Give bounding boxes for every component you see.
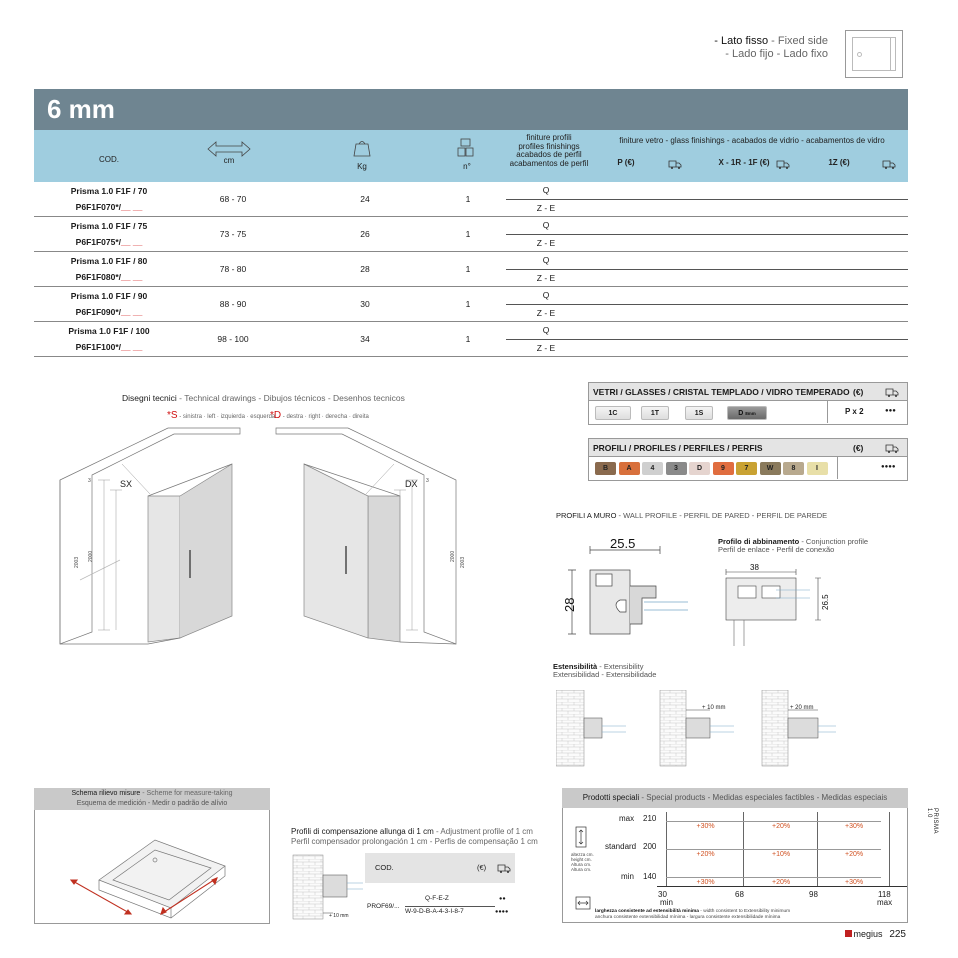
row-kg: 30 (360, 299, 370, 309)
sp-x98: 98 (809, 890, 818, 899)
row-n: 1 (465, 299, 471, 309)
sx-label: SX (120, 479, 133, 489)
sp-x68: 68 (735, 890, 744, 899)
measure-body (34, 810, 270, 924)
col-cod: COD. (99, 155, 119, 164)
row-n: 1 (465, 194, 471, 204)
legend-line1-a: - Lato fisso (714, 35, 769, 47)
px2: P x 2 (845, 407, 864, 416)
sp-min: min (621, 872, 634, 881)
row-suffix: __ __ (121, 342, 143, 352)
sp-x30: 30 (658, 890, 667, 899)
comp-code: PROF69/... (367, 903, 400, 910)
row-cm: 73 - 75 (219, 229, 247, 239)
row-fin2: Z - E (536, 308, 556, 318)
comp-cod: COD. (375, 863, 394, 872)
sp-xmin: min (660, 898, 673, 907)
width-label: larghezza consistente ad estensibilità minima - width consistent to Extensibility minimum anchura consistente extensibilidad mínima - largura consistente extensibilidade mínima (595, 909, 791, 920)
glass-chip-1c: 1C (595, 406, 631, 420)
page-number: 225 (889, 929, 906, 940)
special-pct: +30% (696, 823, 715, 830)
col-x: X - 1R - 1F (€) (718, 158, 770, 167)
conj-profile-section (710, 560, 835, 650)
table-row (34, 287, 908, 322)
finish-swatch: I (807, 462, 828, 475)
row-fin2: Z - E (536, 343, 556, 353)
dots4: ●●●● (881, 464, 896, 470)
row-kg: 34 (360, 334, 370, 344)
wall-h: 28 (562, 597, 577, 612)
col-z: 1Z (€) (828, 158, 850, 167)
table-row (34, 217, 908, 252)
finish-swatch: A (619, 462, 640, 475)
footer (845, 929, 906, 940)
truck-icon (776, 160, 790, 169)
row-fin2: Z - E (536, 203, 556, 213)
row-cm: 88 - 90 (219, 299, 247, 309)
finish-swatch: 9 (713, 462, 734, 475)
special-pct: +30% (696, 879, 715, 886)
dim-3-left: 3 (88, 478, 91, 484)
row-suffix: __ __ (121, 202, 143, 212)
row-name: Prisma 1.0 F1F / 75 (70, 221, 148, 231)
row-kg: 26 (360, 229, 370, 239)
comp-profile-table (365, 853, 515, 925)
special-pct: +20% (845, 851, 864, 858)
conj-h: 26.5 (821, 594, 830, 610)
finish-swatch: 3 (666, 462, 687, 475)
row-fin1: Q (542, 220, 550, 230)
col-cm: cm (223, 156, 235, 165)
extensibility-drawing (556, 690, 836, 770)
sp-standard: standard (605, 842, 637, 851)
sx-legend: *S - sinistra · left · izquierda · esquerda (167, 410, 276, 421)
comp-fin2: W-9-D-B-A-4-3-I-8-7 (405, 908, 464, 915)
brand-name: megius (853, 929, 883, 939)
row-n: 1 (465, 334, 471, 344)
truck-icon (497, 864, 511, 873)
finish-swatch: D (689, 462, 710, 475)
title-band (34, 89, 908, 130)
dim-2003-left: 2003 (74, 556, 80, 568)
dim-3-right: 3 (426, 478, 429, 484)
sp-max: max (619, 814, 635, 823)
comp-profile-drawing (291, 853, 363, 925)
row-suffix: __ __ (121, 307, 143, 317)
height-label: altezza cm. height cm. Altura cm. Altura cm. (571, 852, 594, 872)
col-p: P (€) (617, 158, 635, 167)
dim-2000-right: 2000 (450, 550, 456, 562)
sp-200: 200 (643, 842, 657, 851)
fixed-side-icon (845, 30, 903, 78)
row-fin1: Q (542, 325, 550, 335)
table-row (34, 322, 908, 357)
profiles-header: PROFILI / PROFILES / PERFILES / PERFIS (€) (588, 438, 908, 457)
conj-w: 38 (750, 563, 759, 572)
brand-logo-icon (845, 930, 852, 937)
row-fin2: Z - E (536, 273, 556, 283)
row-kg: 24 (360, 194, 370, 204)
sp-x118: 118 (878, 890, 891, 899)
wall-profile-section (560, 534, 690, 644)
truck-icon (885, 388, 899, 397)
glass-chip-1s: 1S (685, 406, 713, 420)
row-code: P6F1F070*/ (75, 202, 122, 212)
finish-swatch: W (760, 462, 781, 475)
legend-line2: - Lado fijo - Lado fixo (725, 48, 828, 60)
comp-dots2: ●● (499, 896, 506, 902)
conj-profile-title: Profilo di abbinamento - Conjunction profile Perfil de enlace - Perfil de conexão (718, 537, 869, 554)
col-finiture-vetro: finiture vetro - glass finishings - acabados de vidrio - acabamentos de vidro (619, 136, 885, 145)
fixed-side-legend (714, 35, 828, 61)
glasses-row (588, 401, 908, 425)
comp-dots4: ●●●● (495, 909, 509, 915)
special-pct: +20% (696, 851, 715, 858)
finish-swatch: 7 (736, 462, 757, 475)
height-icon (575, 826, 587, 848)
col-finiture-profili: finiture profili profiles finishings acabados de perfil acabamentos de perfil (509, 133, 589, 168)
row-name: Prisma 1.0 F1F / 80 (70, 256, 148, 266)
wall-w: 25.5 (610, 536, 636, 551)
legend-line1-b: - Fixed side (768, 35, 828, 47)
row-cm: 68 - 70 (219, 194, 247, 204)
comp-plus10: + 10 mm (329, 913, 349, 919)
truck-icon (882, 160, 896, 169)
special-pct: +10% (772, 851, 791, 858)
glass-chip-1t: 1T (641, 406, 669, 420)
finish-swatch: B (595, 462, 616, 475)
measure-header: Schema rilievo misure - Scheme for measure-taking Esquema de medición - Medir o padrão de alívio (34, 788, 270, 810)
row-name: Prisma 1.0 F1F / 90 (70, 291, 148, 301)
row-fin1: Q (542, 185, 550, 195)
row-code: P6F1F080*/ (75, 272, 122, 282)
row-code: P6F1F075*/ (75, 237, 122, 247)
finish-swatch: 4 (642, 462, 663, 475)
dx-label: DX (405, 479, 418, 489)
special-pct: +30% (845, 823, 864, 830)
special-pct: +20% (772, 823, 791, 830)
wall-profile-title: PROFILI A MURO - WALL PROFILE - PERFIL DE PARED - PERFIL DE PAREDE (556, 511, 828, 520)
dots3: ●●● (885, 408, 896, 414)
row-name: Prisma 1.0 F1F / 70 (70, 186, 148, 196)
glass-chip-d: D 8mm (727, 406, 767, 420)
comp-euro: (€) (477, 863, 487, 872)
comp-fin1: Q-F-E-Z (425, 895, 449, 902)
col-kg: Kg (357, 162, 367, 171)
row-fin1: Q (542, 255, 550, 265)
table-header (34, 130, 908, 182)
row-cm: 78 - 80 (219, 264, 247, 274)
row-n: 1 (465, 264, 471, 274)
sp-140: 140 (643, 872, 657, 881)
row-suffix: __ __ (121, 237, 143, 247)
dx-legend: *D - destra · right · derecha · direita (270, 410, 369, 421)
row-fin2: Z - E (536, 238, 556, 248)
table-row (34, 182, 908, 217)
extensibility-title: Estensibilità - Extensibility Extensibilidad - Extensibilidade (553, 662, 657, 679)
row-fin1: Q (542, 290, 550, 300)
row-code: P6F1F090*/ (75, 307, 122, 317)
sp-xmax: max (877, 898, 893, 907)
row-n: 1 (465, 229, 471, 239)
profiles-row (588, 457, 908, 481)
truck-icon (885, 444, 899, 453)
boxes-icon (457, 138, 475, 158)
col-n: n° (463, 162, 471, 171)
specials-header: Prodotti speciali - Special products - Medidas especiales factibles - Medidas especiais (562, 788, 908, 808)
comp-profile-title: Profili di compensazione allunga di 1 cm - Adjustment profile of 1 cm Perfil compensador prolongación 1 cm - Perfis de compensação 1 cm (291, 827, 538, 846)
weight-icon (352, 138, 372, 158)
vertical-label: PRISMA 1.0 (926, 808, 938, 834)
row-name: Prisma 1.0 F1F / 100 (68, 326, 150, 336)
finish-swatch: 8 (783, 462, 804, 475)
page-title: 6 mm (47, 94, 115, 124)
ext-plus10: + 10 mm (702, 705, 726, 711)
width-icon (575, 896, 591, 910)
glasses-header: VETRI / GLASSES / CRISTAL TEMPLADO / VIDRO TEMPERADO (€) (588, 382, 908, 401)
dim-2003-right: 2003 (460, 556, 466, 568)
special-pct: +20% (772, 879, 791, 886)
table-row (34, 252, 908, 287)
row-kg: 28 (360, 264, 370, 274)
specials-body (562, 808, 908, 923)
row-code: P6F1F100*/ (75, 342, 122, 352)
dim-2000-left: 2000 (88, 550, 94, 562)
technical-drawing (40, 420, 480, 652)
drawings-title: Disegni tecnici - Technical drawings - Dibujos técnicos - Desenhos tecnicos (122, 393, 405, 403)
truck-icon (668, 160, 682, 169)
row-suffix: __ __ (121, 272, 143, 282)
special-pct: +30% (845, 879, 864, 886)
ext-plus20: + 20 mm (790, 705, 814, 711)
row-cm: 98 - 100 (217, 334, 249, 344)
sp-210: 210 (643, 814, 657, 823)
measure-drawing (35, 810, 269, 922)
